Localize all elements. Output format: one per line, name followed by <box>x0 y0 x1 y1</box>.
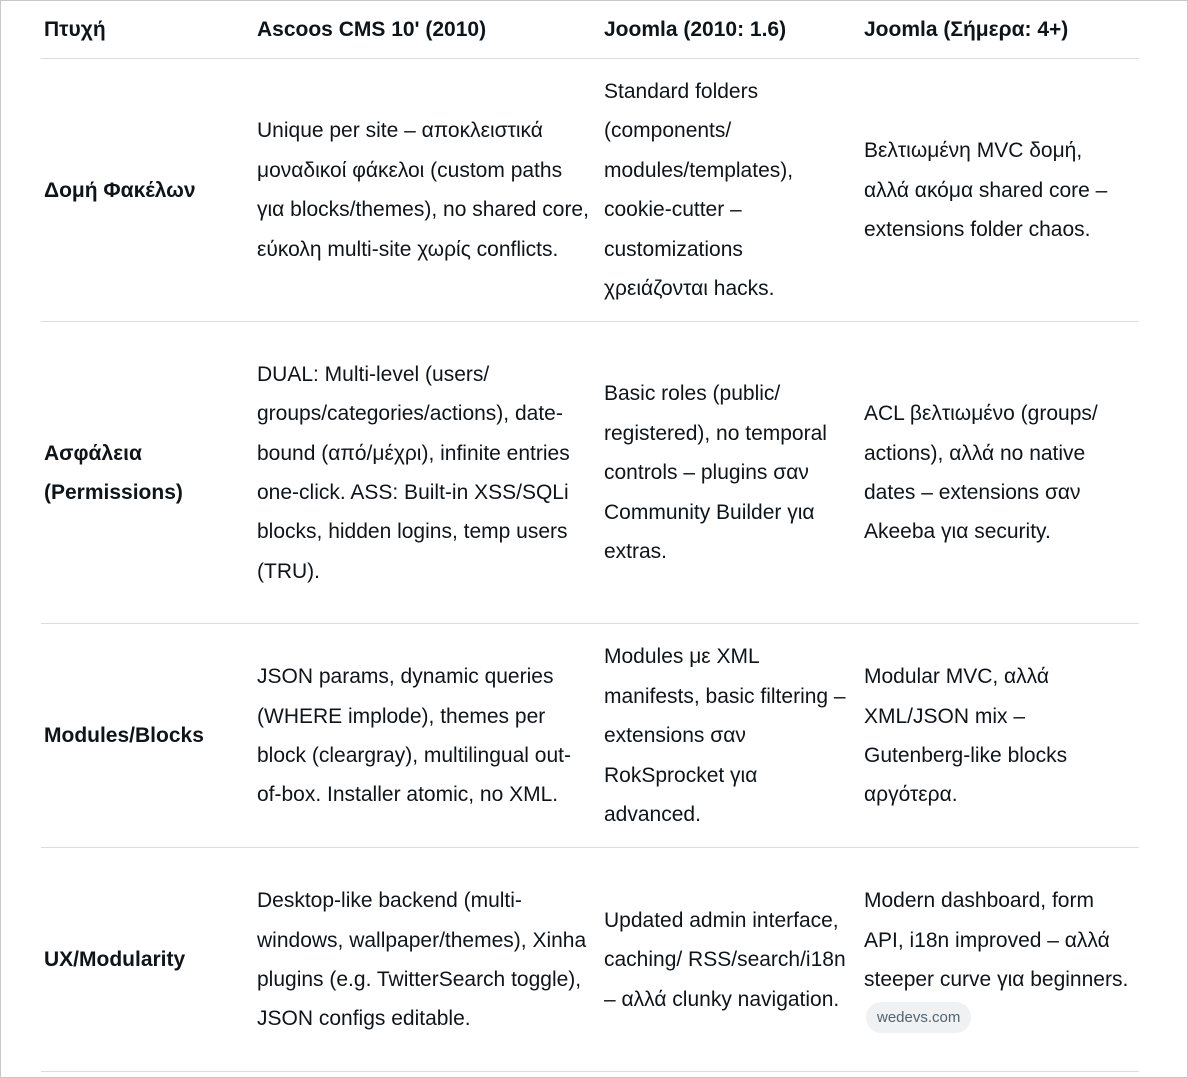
ascoos-cell: JSON params, dynamic queries (WHERE implode), themes per block (cleargray), multilingual out-of-box. Installer atomic, no XML. <box>254 624 601 848</box>
header-aspect: Πτυχή <box>41 1 254 59</box>
comparison-table <box>41 1 1139 1072</box>
row-aspect-cell: Ασφάλεια (Permissions) <box>41 322 254 624</box>
ascoos-cell: Desktop-like backend (multi-windows, wallpaper/themes), Xinha plugins (e.g. TwitterSearch toggle), JSON configs editable. <box>254 848 601 1072</box>
joomla-2010-cell: Basic roles (public/ registered), no temporal controls – plugins σαν Community Builder για extras. <box>601 322 861 624</box>
table-row <box>41 59 1139 322</box>
ascoos-cell: DUAL: Multi-level (users/ groups/categories/actions), date-bound (από/μέχρι), infinite entries one-click. ASS: Built-in XSS/SQLi blocks, hidden logins, temp users (TRU). <box>254 322 601 624</box>
header-ascoos: Ascoos CMS 10' (2010) <box>254 1 601 59</box>
table-header-row <box>41 1 1139 59</box>
table-row <box>41 848 1139 1072</box>
joomla-2010-cell: Modules με XML manifests, basic filtering – extensions σαν RokSprocket για advanced. <box>601 624 861 848</box>
row-aspect-cell: Δομή Φακέλων <box>41 59 254 322</box>
joomla-2010-cell: Updated admin interface, caching/ RSS/search/i18n – αλλά clunky navigation. <box>601 848 861 1072</box>
source-link-badge[interactable]: wedevs.com <box>866 1002 971 1033</box>
header-joomla-2010: Joomla (2010: 1.6) <box>601 1 861 59</box>
joomla-today-cell: ACL βελτιωμένο (groups/ actions), αλλά no native dates – extensions σαν Akeeba για security. <box>861 322 1139 624</box>
joomla-today-cell: Modular MVC, αλλά XML/JSON mix – Gutenberg-like blocks αργότερα. <box>861 624 1139 848</box>
row-aspect-cell: Modules/Blocks <box>41 624 254 848</box>
ascoos-cell: Unique per site – αποκλειστικά μοναδικοί φάκελοι (custom paths για blocks/themes), no shared core, εύκολη multi-site χωρίς conflicts. <box>254 59 601 322</box>
joomla-2010-cell: Standard folders (components/ modules/templates), cookie-cutter – customizations χρειάζονται hacks. <box>601 59 861 322</box>
joomla-today-cell: Βελτιωμένη MVC δομή, αλλά ακόμα shared core – extensions folder chaos. <box>861 59 1139 322</box>
table-row <box>41 322 1139 624</box>
table-row <box>41 624 1139 848</box>
header-joomla-today: Joomla (Σήμερα: 4+) <box>861 1 1139 59</box>
row-aspect-cell: UX/Modularity <box>41 848 254 1072</box>
joomla-today-cell <box>861 848 1139 1072</box>
joomla-today-text: Modern dashboard, form API, i18n improved – αλλά steeper curve για beginners. <box>864 889 1129 991</box>
